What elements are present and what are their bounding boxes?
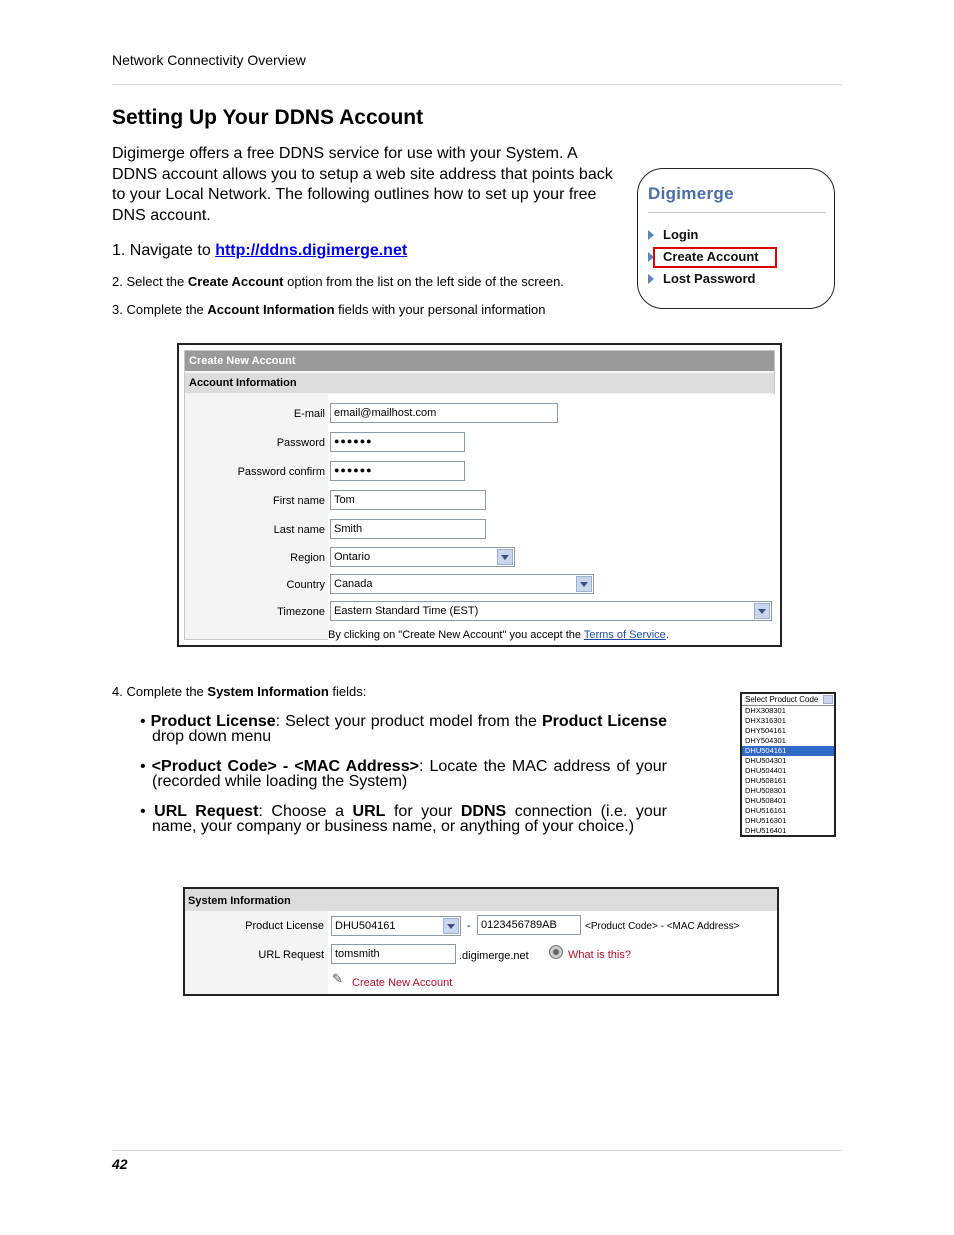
header-rule bbox=[112, 84, 842, 85]
bullet-text: : Select your product model from the bbox=[275, 713, 537, 730]
password-input[interactable]: ●●●●●● bbox=[330, 432, 465, 452]
bullet-text: : Choose a bbox=[258, 803, 344, 820]
digimerge-menu-panel bbox=[637, 168, 835, 309]
chevron-down-icon[interactable] bbox=[823, 695, 833, 704]
bullet-bold: Product License bbox=[541, 713, 667, 730]
step-4-suffix: fields: bbox=[332, 684, 367, 699]
help-icon[interactable] bbox=[549, 945, 563, 959]
region-value: Ontario bbox=[334, 551, 371, 563]
step-2-bold: Create Account bbox=[187, 274, 284, 289]
password-confirm-input[interactable]: ●●●●●● bbox=[330, 461, 465, 481]
step-3 bbox=[112, 302, 546, 317]
bullet-text: connection (i.e. your name, your company or business name, or anything of your choice.) bbox=[152, 803, 668, 835]
bullet-bold: <Product Code> - <MAC Address> bbox=[151, 758, 419, 775]
arrow-right-icon bbox=[648, 230, 654, 240]
product-code-option[interactable]: DHU504401 bbox=[745, 766, 787, 775]
chevron-down-icon[interactable] bbox=[754, 603, 770, 619]
step-4-bold: System Information bbox=[207, 684, 329, 699]
form-body bbox=[184, 350, 775, 640]
step-3-suffix: fields with your personal information bbox=[338, 302, 546, 317]
password-confirm-label: Password confirm bbox=[237, 466, 325, 478]
intro-paragraph: Digimerge offers a free DDNS service for use with your System. A DDNS account allows you to setup a web site address that points back to your Local Network. The following outlines how to set up your free DNS account. bbox=[112, 145, 613, 224]
password-label: Password bbox=[276, 437, 325, 449]
terms-notice bbox=[328, 629, 669, 641]
bullet-text: drop down menu bbox=[152, 728, 272, 745]
product-license-select[interactable] bbox=[331, 916, 461, 936]
pencil-icon: ✎ bbox=[332, 971, 343, 986]
product-code-option[interactable]: DHU516401 bbox=[745, 826, 787, 835]
url-request-label: URL Request bbox=[258, 949, 324, 961]
highlight-box bbox=[653, 247, 777, 268]
product-code-option[interactable]: DHU504301 bbox=[745, 756, 787, 765]
product-code-option[interactable]: DHU516301 bbox=[745, 816, 787, 825]
menu-item-lost-password[interactable] bbox=[648, 271, 755, 286]
bullet-bold: Product License bbox=[150, 713, 276, 730]
system-info-form bbox=[183, 887, 779, 996]
arrow-right-icon bbox=[648, 274, 654, 284]
step-1 bbox=[112, 242, 407, 260]
country-select[interactable] bbox=[330, 574, 594, 594]
chevron-down-icon[interactable] bbox=[497, 549, 513, 565]
step-2-prefix: 2. Select the bbox=[112, 274, 185, 289]
country-value: Canada bbox=[334, 578, 373, 590]
page-title: Setting Up Your DDNS Account bbox=[112, 106, 424, 129]
last-name-label: Last name bbox=[273, 524, 325, 536]
chevron-down-icon[interactable] bbox=[443, 918, 459, 934]
product-code-select-header[interactable] bbox=[742, 694, 834, 706]
last-name-input[interactable]: Smith bbox=[330, 519, 486, 539]
what-is-this-link[interactable]: What is this? bbox=[568, 949, 631, 961]
terms-period: . bbox=[665, 629, 669, 641]
product-license-value: DHU504161 bbox=[335, 920, 396, 932]
product-code-option[interactable]: DHU516161 bbox=[745, 806, 787, 815]
ddns-link[interactable]: http://ddns.digimerge.net bbox=[215, 242, 408, 259]
mac-address-input[interactable]: 0123456789AB bbox=[477, 915, 581, 935]
step-3-bold: Account Information bbox=[207, 302, 335, 317]
timezone-value: Eastern Standard Time (EST) bbox=[334, 605, 479, 617]
form-section-title: System Information bbox=[185, 889, 777, 911]
product-code-list[interactable] bbox=[740, 692, 836, 837]
create-account-form bbox=[177, 343, 782, 647]
bullet-bold: URL bbox=[352, 803, 386, 820]
email-label: E-mail bbox=[293, 408, 325, 420]
product-code-option[interactable]: DHU504161 bbox=[742, 746, 834, 756]
bullet-text: : Locate the MAC address of your (recorded while loading the System) bbox=[152, 758, 668, 790]
menu-item-label: Login bbox=[663, 227, 699, 242]
menu-item-login[interactable] bbox=[648, 227, 698, 242]
chevron-down-icon[interactable] bbox=[576, 576, 592, 592]
menu-item-label: Create Account bbox=[663, 249, 759, 264]
first-name-input[interactable]: Tom bbox=[330, 490, 486, 510]
bullet-text: for your bbox=[393, 803, 453, 820]
product-code-options bbox=[742, 706, 834, 836]
country-label: Country bbox=[286, 579, 325, 591]
step-4 bbox=[112, 684, 366, 699]
product-code-option[interactable]: DHU508301 bbox=[745, 786, 787, 795]
step-2-suffix: option from the list on the left side of the screen. bbox=[287, 274, 564, 289]
bullet-bold: DDNS bbox=[460, 803, 507, 820]
form-section-title: Account Information bbox=[185, 373, 774, 393]
step-4-prefix: 4. Complete the bbox=[112, 684, 204, 699]
running-header: Network Connectivity Overview bbox=[112, 52, 306, 68]
terms-text: By clicking on "Create New Account" you accept the bbox=[328, 629, 581, 641]
step-1-text: 1. Navigate to bbox=[112, 242, 211, 259]
create-new-account-button[interactable]: Create New Account bbox=[352, 977, 453, 989]
product-code-option[interactable]: DHX308301 bbox=[745, 706, 786, 715]
digimerge-brand: Digimerge bbox=[648, 184, 734, 203]
email-input[interactable]: email@mailhost.com bbox=[330, 403, 558, 423]
panel-divider bbox=[648, 212, 826, 213]
page-number: 42 bbox=[112, 1156, 128, 1172]
url-suffix: .digimerge.net bbox=[459, 950, 529, 962]
code-separator: - bbox=[467, 920, 471, 932]
timezone-select[interactable] bbox=[330, 601, 772, 621]
first-name-label: First name bbox=[273, 495, 325, 507]
bullet-url-request: • URL Request: Choose a URL for your DDNS connection (i.e. your name, your company or business name, or anything of your choice.) bbox=[140, 803, 668, 835]
bullet-bold: URL Request bbox=[154, 803, 259, 820]
code-hint: <Product Code> - <MAC Address> bbox=[585, 921, 740, 932]
region-select[interactable] bbox=[330, 547, 515, 567]
footer-rule bbox=[112, 1150, 842, 1151]
system-info-bullets bbox=[140, 714, 667, 849]
step-3-prefix: 3. Complete the bbox=[112, 302, 204, 317]
product-code-option[interactable]: DHX316301 bbox=[745, 716, 786, 725]
menu-item-label: Lost Password bbox=[663, 271, 756, 286]
form-title: Create New Account bbox=[185, 351, 774, 371]
url-request-input[interactable]: tomsmith bbox=[331, 944, 456, 964]
terms-of-service-link[interactable]: Terms of Service bbox=[583, 629, 666, 641]
product-code-option[interactable]: DHY504161 bbox=[745, 726, 786, 735]
product-code-option[interactable]: DHY504301 bbox=[745, 736, 786, 745]
product-code-option[interactable]: DHU508401 bbox=[745, 796, 787, 805]
timezone-label: Timezone bbox=[277, 606, 325, 618]
product-code-option[interactable]: DHU508161 bbox=[745, 776, 787, 785]
bullet-product-code: • <Product Code> - <MAC Address>: Locate the MAC address of your (recorded while loading the System) bbox=[140, 758, 668, 790]
product-code-select-label: Select Product Code bbox=[745, 695, 819, 704]
region-label: Region bbox=[290, 552, 325, 564]
product-license-label: Product License bbox=[245, 920, 324, 932]
step-2 bbox=[112, 274, 564, 289]
bullet-product-license: • Product License: Select your product model from the Product License drop down menu bbox=[140, 713, 667, 745]
